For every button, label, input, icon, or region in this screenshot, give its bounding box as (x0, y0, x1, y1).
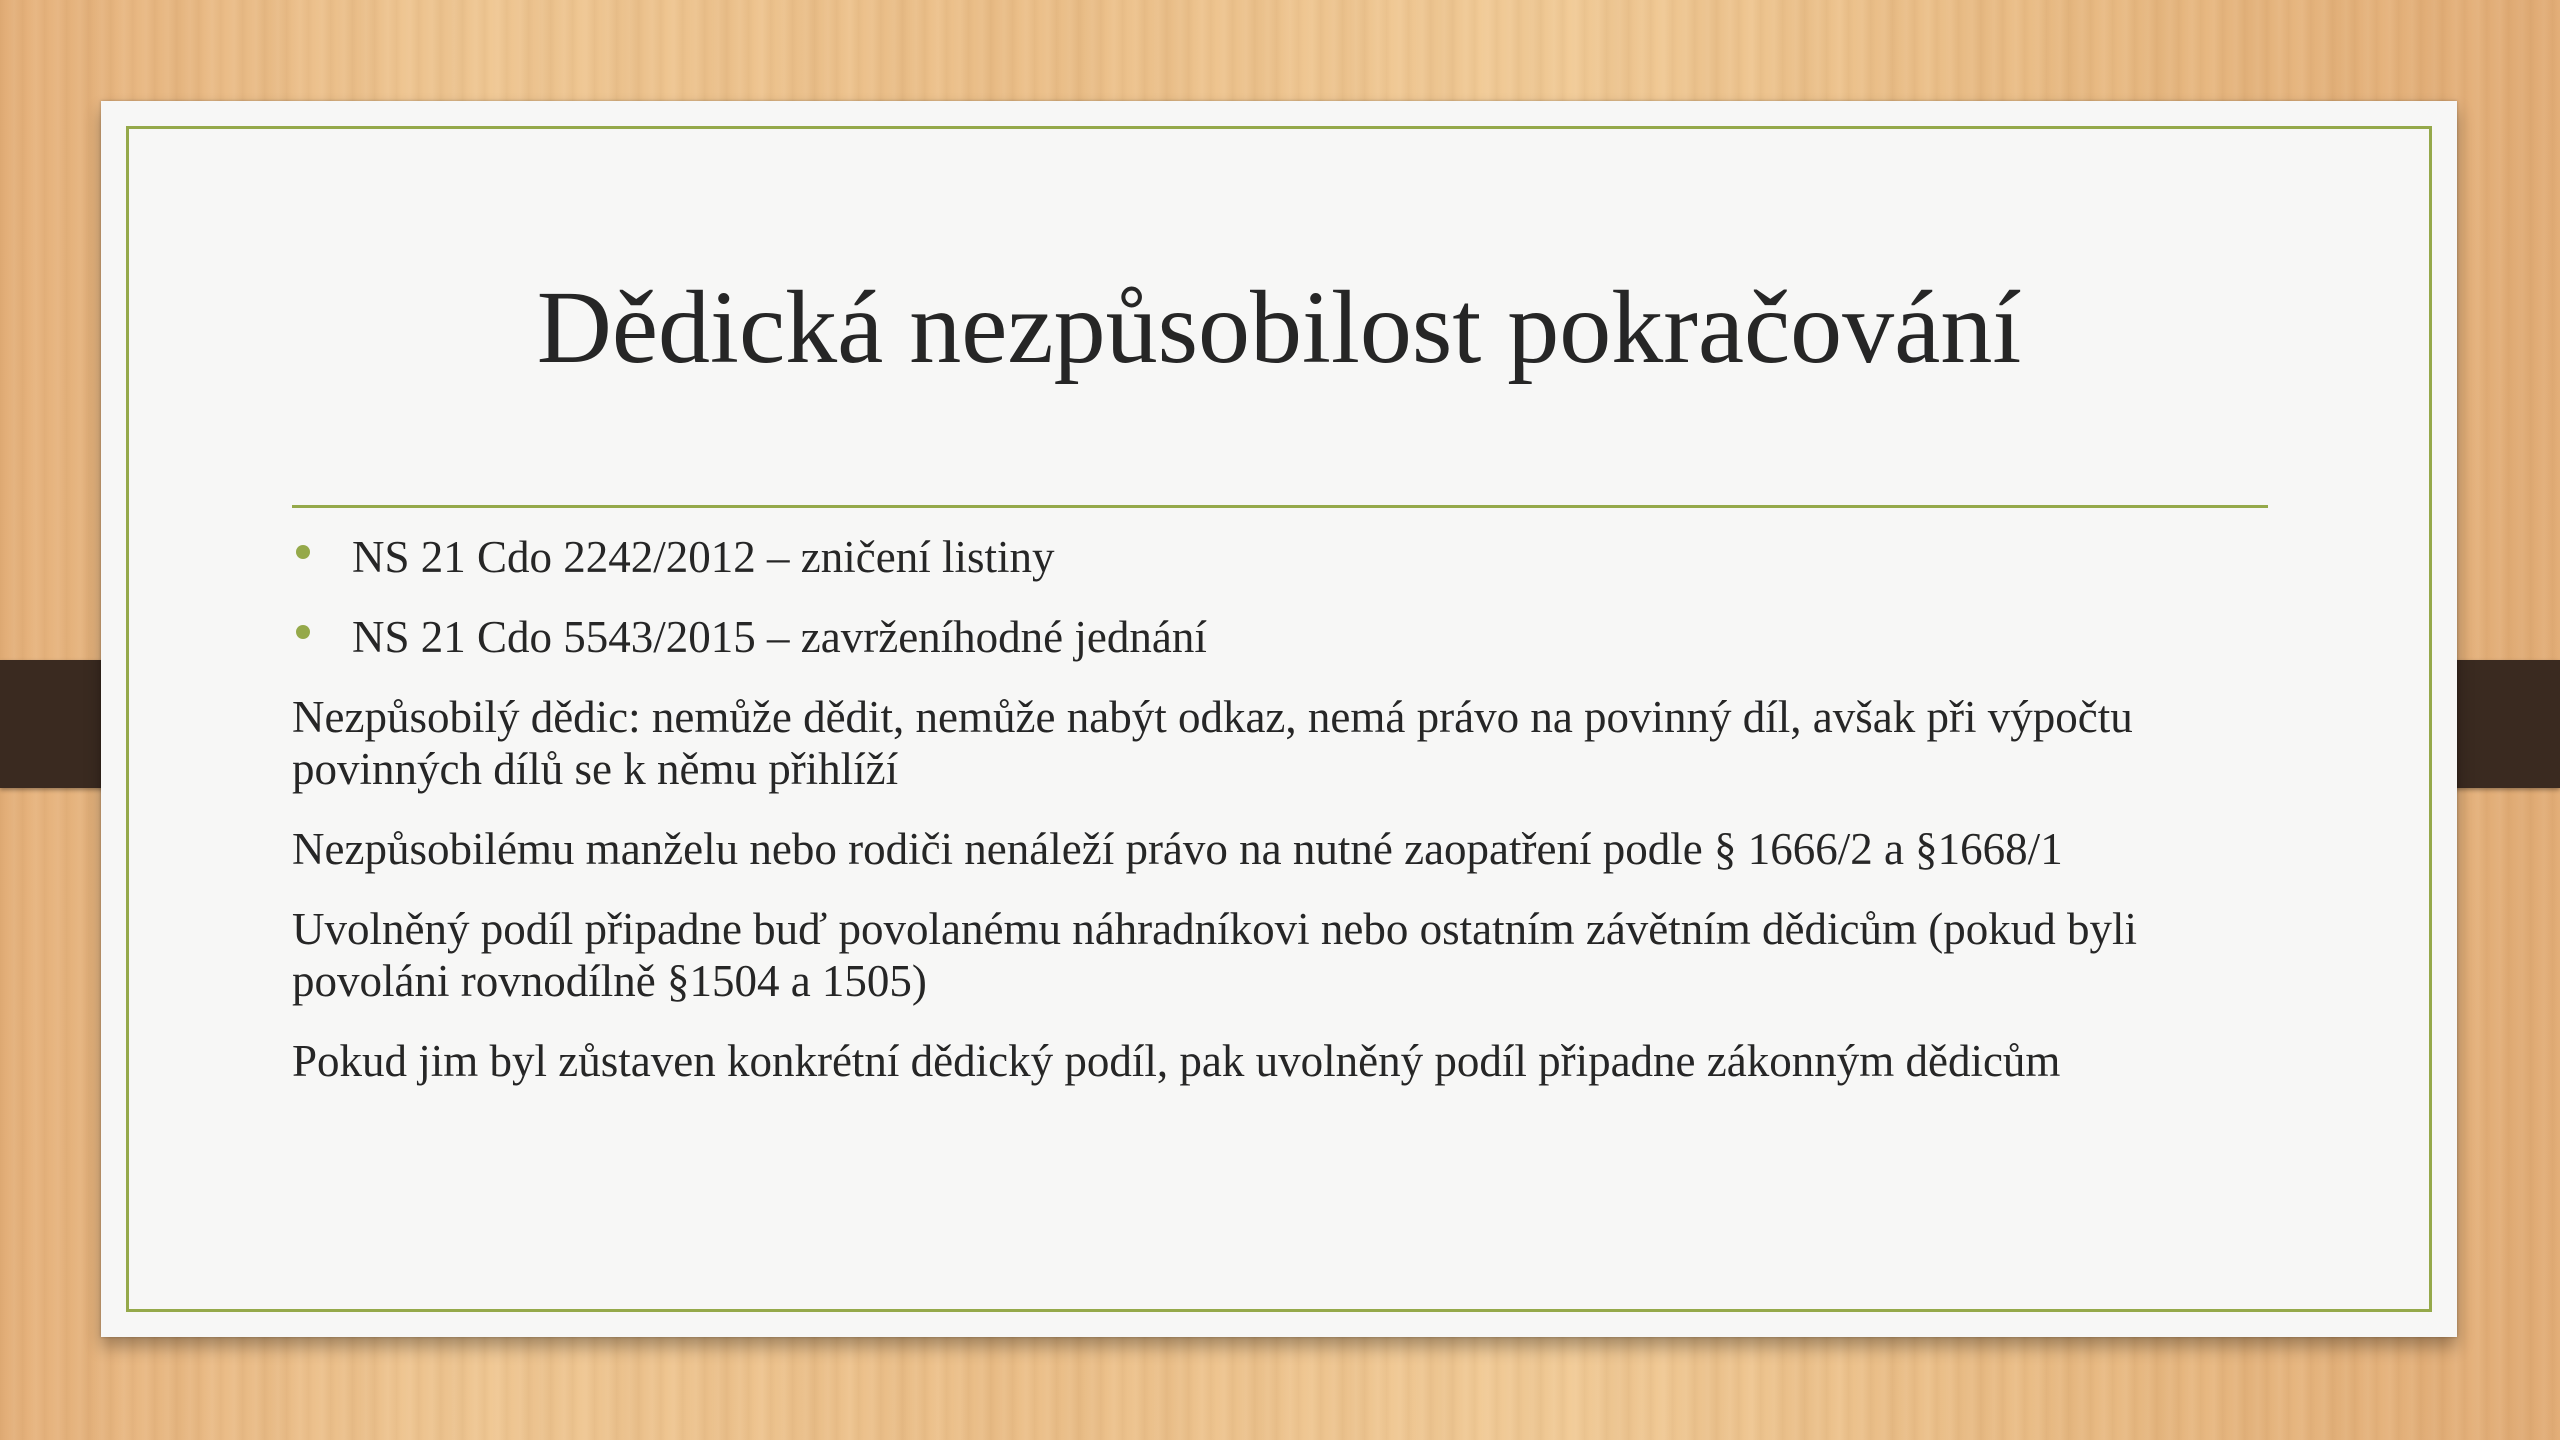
slide-content (292, 531, 2292, 1115)
slide (101, 101, 2457, 1337)
paragraph: Nezpůsobilý dědic: nemůže dědit, nemůže nabýt odkaz, nemá právo na povinný díl, avšak při výpočtu povinných dílů se k němu přihlíží (292, 692, 2133, 794)
bullet-item (292, 531, 2292, 583)
paragraph: Uvolněný podíl připadne buď povolanému náhradníkovi nebo ostatním závětním dědicům (pokud byli povoláni rovnodílně §1504 a 1505) (292, 904, 2137, 1006)
title-divider (292, 505, 2268, 508)
bullet-text: NS 21 Cdo 5543/2015 – zavrženíhodné jednání (352, 612, 1207, 662)
paragraph: Pokud jim byl zůstaven konkrétní dědický podíl, pak uvolněný podíl připadne zákonným dědicům (292, 1036, 2061, 1086)
bullet-icon (296, 545, 310, 559)
paragraph: Nezpůsobilému manželu nebo rodiči nenáleží právo na nutné zaopatření podle § 1666/2 a §1668/1 (292, 824, 2063, 874)
bullet-text: NS 21 Cdo 2242/2012 – zničení listiny (352, 532, 1055, 582)
bullet-item (292, 611, 2292, 663)
bullet-icon (296, 625, 310, 639)
slide-title: Dědická nezpůsobilost pokračování (536, 270, 2022, 385)
